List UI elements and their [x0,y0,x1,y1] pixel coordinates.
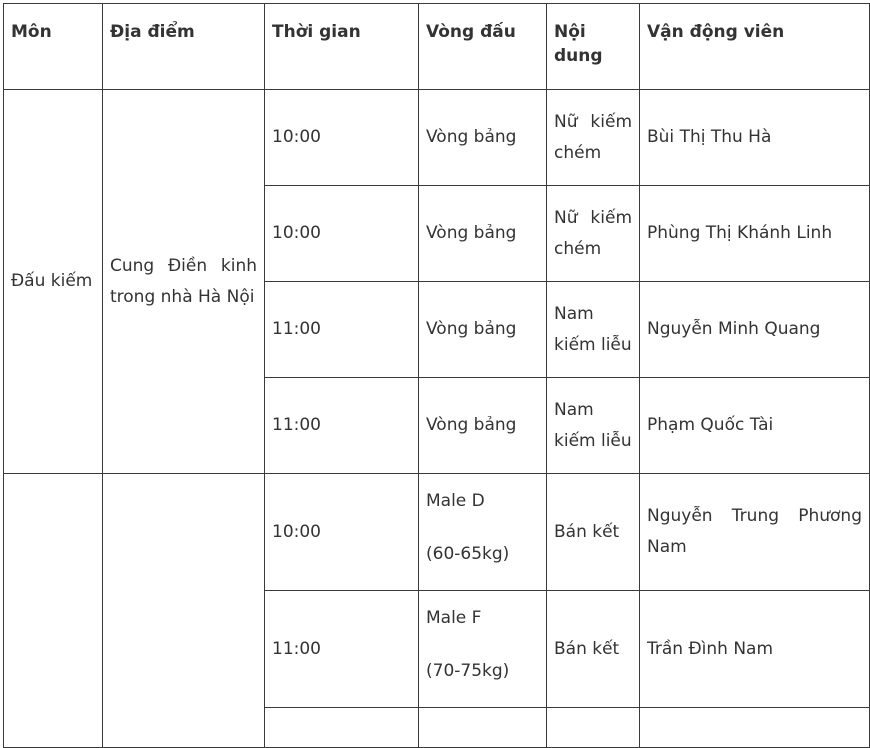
time-cell: 11:00 [265,378,419,474]
round-cell: Vòng bảng [419,90,547,186]
venue-cell: Cung Điền kinh trong nhà Hà Nội [103,90,265,474]
event-cell: Nữ kiếm chém [547,186,640,282]
round-cell: Vòng bảng [419,378,547,474]
round-label: Male D [426,491,485,511]
header-mon: Môn [4,4,103,90]
time-cell: 10:00 [265,474,419,591]
table-row [4,90,870,186]
header-thoi-gian: Thời gian [265,4,419,90]
venue-cell [103,474,265,748]
schedule-table [3,3,870,748]
round-cell [419,708,547,748]
round-cell: Vòng bảng [419,186,547,282]
header-row [4,4,870,90]
event-cell: Nữ kiếm chém [547,90,640,186]
sport-cell: Đấu kiếm [4,90,103,474]
event-cell: Nam kiếm liễu [547,378,640,474]
athlete-cell: Phạm Quốc Tài [640,378,870,474]
header-dia-diem: Địa điểm [103,4,265,90]
athlete-cell: Nguyễn Trung Phương Nam [640,474,870,591]
athlete-cell: Phùng Thị Khánh Linh [640,186,870,282]
time-cell: 11:00 [265,591,419,708]
time-cell: 11:00 [265,282,419,378]
round-cell [419,591,547,708]
time-cell: 10:00 [265,186,419,282]
event-cell: Bán kết [547,474,640,591]
round-cell [419,474,547,591]
athlete-cell [640,708,870,748]
time-cell [265,708,419,748]
weight-class: (70-75kg) [426,661,510,681]
round-label: Male F [426,608,482,628]
weight-class: (60-65kg) [426,544,510,564]
header-vong-dau: Vòng đấu [419,4,547,90]
athlete-cell: Bùi Thị Thu Hà [640,90,870,186]
event-cell [547,708,640,748]
table-row [4,474,870,591]
round-cell: Vòng bảng [419,282,547,378]
athlete-cell: Trần Đình Nam [640,591,870,708]
event-cell: Bán kết [547,591,640,708]
sport-cell [4,474,103,748]
time-cell: 10:00 [265,90,419,186]
header-van-dong-vien: Vận động viên [640,4,870,90]
header-noi-dung: Nội dung [547,4,640,90]
athlete-cell: Nguyễn Minh Quang [640,282,870,378]
event-cell: Nam kiếm liễu [547,282,640,378]
